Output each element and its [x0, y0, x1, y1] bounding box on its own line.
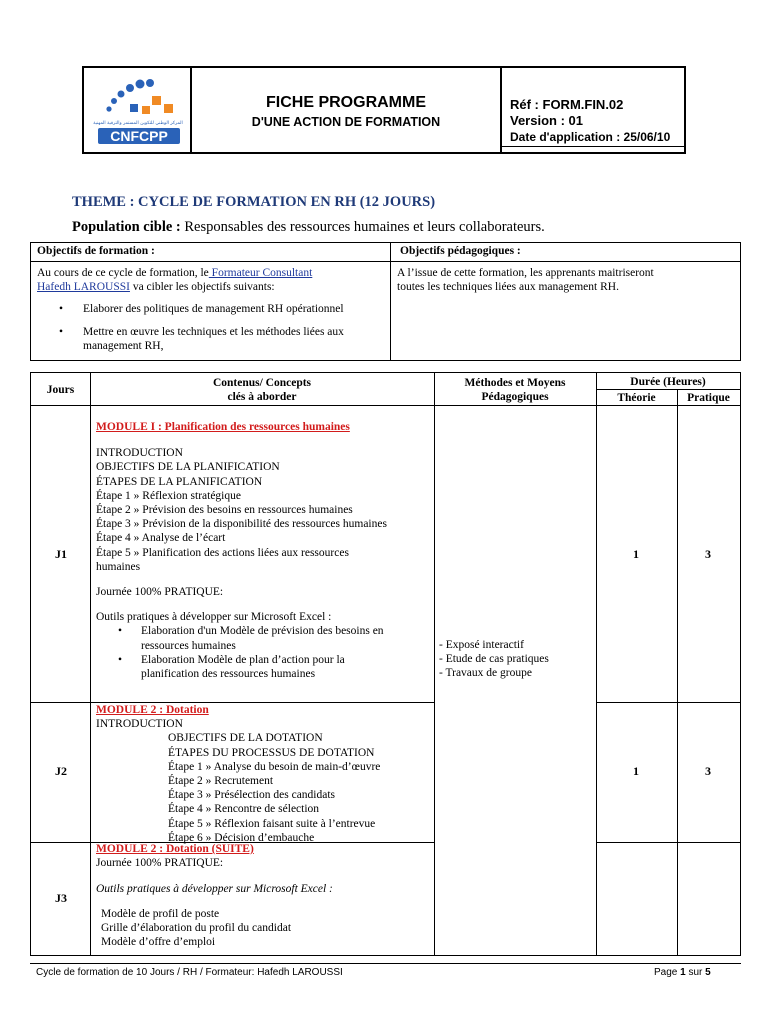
- objectives-right-text: [397, 266, 654, 294]
- duree-sub-rule: [596, 389, 740, 390]
- theme-heading: THEME : CYCLE DE FORMATION EN RH (12 JOURS): [72, 194, 436, 210]
- col-divider-2: [434, 373, 435, 955]
- spacer: [96, 897, 428, 907]
- objective-bullet-1: [59, 302, 344, 316]
- spacer: [96, 574, 428, 585]
- logo-arabic-text: المركز الوطني للتكوين المستمر والترقية المهنية: [93, 121, 183, 126]
- row-rule-1b: [596, 702, 740, 703]
- objective-bullet-2: [59, 325, 344, 353]
- j3-line: Modèle d’offre d’emploi: [101, 936, 216, 949]
- col-header-methodes: [434, 376, 596, 404]
- page-total: 5: [705, 967, 711, 978]
- j1-module-title: MODULE I : Planification des ressources humaines: [96, 421, 350, 433]
- population-text: Responsables des ressources humaines et leurs collaborateurs.: [180, 219, 545, 235]
- logo-cell: [84, 68, 192, 152]
- col-header-contenus: [90, 376, 434, 404]
- j1-line: Étape 4 » Analyse de l’écart: [96, 532, 226, 545]
- j2-content: [96, 703, 428, 845]
- methode-item: - Etude de cas pratiques: [439, 653, 549, 666]
- intro-text-2: va cibler les objectifs suivants:: [129, 281, 275, 293]
- j1-line: humaines: [96, 560, 141, 573]
- j1-line: ÉTAPES DE LA PLANIFICATION: [96, 475, 263, 488]
- population-label: Population cible :: [72, 219, 181, 235]
- j2-line: ÉTAPES DU PROCESSUS DE DOTATION: [168, 746, 375, 759]
- reference-divider: [502, 146, 684, 147]
- bullet-dot: •: [118, 625, 123, 638]
- form-subtitle: D'UNE ACTION DE FORMATION: [251, 115, 441, 129]
- spacer: [96, 599, 428, 610]
- j2-module-title: MODULE 2 : Dotation: [96, 704, 209, 716]
- j3-line: Modèle de profil de poste: [101, 907, 220, 920]
- j1-outils: Outils pratiques à développer sur Microsoft Excel :: [96, 611, 332, 624]
- objective-text-1: Elaborer des politiques de management RH opérationnel: [83, 303, 344, 315]
- methode-item: - Exposé interactif: [439, 639, 524, 651]
- j2-line: Étape 6 » Décision d’embauche: [168, 831, 315, 844]
- j2-line: Étape 1 » Analyse du besoin de main-d’œuvre: [168, 760, 381, 773]
- j3-items: [96, 907, 428, 950]
- j1-line: Étape 5 » Planification des actions liées aux ressources: [96, 546, 349, 559]
- spacer: [96, 434, 428, 446]
- methode-item: - Travaux de groupe: [439, 667, 532, 680]
- contenus-line-1: Contenus/ Concepts: [212, 377, 312, 389]
- footer-rule: [30, 963, 741, 964]
- j3-content: [96, 842, 428, 949]
- j2-line: OBJECTIFS DE LA DOTATION: [168, 732, 323, 745]
- col-header-duree: Durée (Heures): [630, 376, 706, 388]
- j1-line: Étape 3 » Prévision de la disponibilité des ressources humaines: [96, 518, 387, 531]
- methodes-line-2: Pédagogiques: [481, 391, 549, 403]
- objectives-right-header: Objectifs pédagogiques :: [400, 245, 521, 257]
- page-label: Page: [654, 967, 681, 978]
- spacer: [96, 870, 428, 882]
- objectives-left-header: Objectifs de formation :: [37, 245, 155, 257]
- j2-line: Étape 4 » Rencontre de sélection: [168, 803, 320, 816]
- bullet-dot: •: [59, 303, 64, 315]
- objectives-table: [30, 242, 741, 361]
- col-divider-1: [90, 373, 91, 955]
- contenus-line-2: clés à aborder: [227, 391, 297, 403]
- col-divider-3: [596, 373, 597, 955]
- form-reference: Réf : FORM.FIN.02: [510, 97, 624, 112]
- j2-steps: [96, 731, 428, 845]
- application-date: Date d'application : 25/06/10: [510, 130, 671, 144]
- j1-content: [96, 420, 428, 681]
- objectives-intro: [37, 266, 312, 294]
- program-table: [30, 372, 741, 956]
- j3-line: Grille d’élaboration du profil du candidat: [101, 921, 292, 934]
- j1-pratique: Journée 100% PRATIQUE:: [96, 586, 224, 599]
- document-header: [82, 66, 686, 154]
- j2-theorie: 1: [633, 764, 639, 778]
- footer-text: Cycle de formation de 10 Jours / RH / Formateur: Hafedh LAROUSSI: [36, 967, 343, 978]
- page-sep: sur: [685, 967, 706, 978]
- j2-pratique-hours: 3: [705, 764, 711, 778]
- title-cell: [192, 68, 502, 152]
- objectives-header-rule: [31, 261, 740, 262]
- j1-line: Étape 1 » Réflexion stratégique: [96, 489, 241, 502]
- j1-bullet-1: [96, 624, 428, 652]
- j1-line: OBJECTIFS DE LA PLANIFICATION: [96, 461, 280, 474]
- col-header-pratique: Pratique: [687, 392, 730, 404]
- col-header-jours: Jours: [46, 384, 75, 396]
- methodes-list: [439, 638, 549, 681]
- j3-outils: Outils pratiques à développer sur Microsoft Excel :: [96, 883, 333, 896]
- j1-line: Étape 2 » Prévision des besoins en ressources humaines: [96, 504, 353, 517]
- form-version: Version : 01: [510, 113, 583, 128]
- objective-text-3: management RH,: [83, 340, 164, 352]
- methodes-line-1: Méthodes et Moyens: [464, 377, 566, 389]
- row-rule-2b: [596, 842, 740, 843]
- header-rule: [31, 405, 740, 406]
- col-divider-4: [677, 389, 678, 955]
- page-current: 1: [680, 967, 686, 978]
- j1-theorie: 1: [633, 547, 639, 561]
- bullet-dot: •: [118, 653, 123, 666]
- j1-bullet-text: Elaboration Modèle de plan d’action pour la: [141, 653, 345, 666]
- j1-bullet-text: Elaboration d'un Modèle de prévision des besoins en: [141, 625, 384, 638]
- logo-text: CNFCPP: [110, 128, 168, 144]
- col-header-theorie: Théorie: [617, 392, 656, 404]
- population-line: [72, 219, 545, 236]
- page-number: [654, 967, 711, 978]
- day-label-j2: J2: [55, 764, 67, 778]
- right-text-2: toutes les techniques liées aux management RH.: [397, 281, 619, 293]
- j3-module-title: MODULE 2 : Dotation (SUITE): [96, 843, 254, 855]
- j1-pratique-hours: 3: [705, 547, 711, 561]
- objective-text-2: Mettre en œuvre les techniques et les méthodes liées aux: [83, 326, 344, 338]
- j1-bullet-2: [96, 653, 428, 681]
- trainer-link-1[interactable]: Formateur Consultant: [208, 267, 313, 279]
- j1-bullet-text: ressources humaines: [141, 639, 236, 652]
- j2-intro: INTRODUCTION: [96, 718, 183, 731]
- cnfcpp-logo: [90, 76, 186, 146]
- reference-cell: [502, 68, 684, 152]
- j1-bullet-text: planification des ressources humaines: [141, 668, 316, 681]
- intro-text-1: Au cours de ce cycle de formation, le: [37, 267, 209, 279]
- form-title: FICHE PROGRAMME: [266, 94, 426, 111]
- right-text-1: A l’issue de cette formation, les apprenants maitriseront: [397, 267, 654, 279]
- j3-pratique: Journée 100% PRATIQUE:: [96, 857, 224, 870]
- j2-line: Étape 2 » Recrutement: [168, 775, 274, 788]
- j2-line: Étape 3 » Présélection des candidats: [168, 789, 336, 802]
- bullet-dot: •: [59, 326, 64, 338]
- trainer-link-2[interactable]: Hafedh LAROUSSI: [37, 281, 130, 293]
- j1-line: INTRODUCTION: [96, 447, 183, 460]
- j2-line: Étape 5 » Réflexion faisant suite à l’entrevue: [168, 817, 376, 830]
- day-label-j3: J3: [55, 891, 67, 905]
- day-label-j1: J1: [55, 547, 67, 561]
